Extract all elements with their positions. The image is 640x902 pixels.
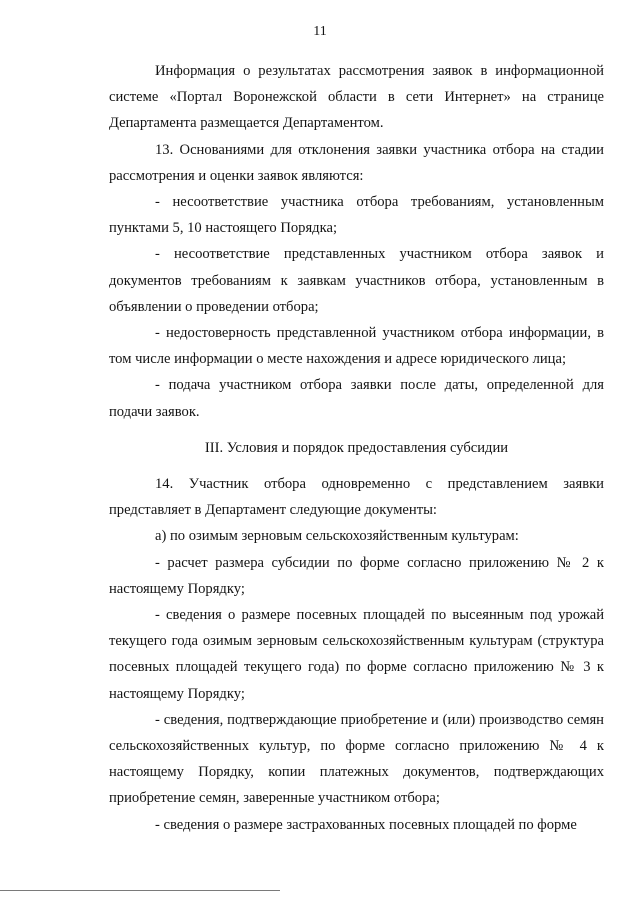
bottom-divider xyxy=(0,890,280,891)
list-item-inaccurate-information: - недостоверность представленной участником отбора информации, в том числе информации о месте нахождения и адресе юридического лица; xyxy=(109,325,604,368)
list-item-seed-purchase-info: - сведения, подтверждающие приобретение и (или) производство семян сельскохозяйственных культур, по форме согласно приложению № 4 к настоящему Порядку, копии платежных документов, подтверждающих приобретение семян, заверенные участником отбора; xyxy=(109,711,604,807)
paragraph-info-publication: Информация о результатах рассмотрения заявок в информационной системе «Портал Воронежской области в сети Интернет» на странице Департамента размещается Департаментом. xyxy=(109,63,604,132)
list-item-noncompliance-participant: - несоответствие участника отбора требованиям, установленным пунктами 5, 10 настоящего Порядка; xyxy=(109,194,604,237)
paragraph-13-grounds-for-rejection: 13. Основаниями для отклонения заявки участника отбора на стадии рассмотрения и оценки заявок являются: xyxy=(109,141,604,184)
paragraph-14-required-documents: 14. Участник отбора одновременно с представлением заявки представляет в Департамент следующие документы: xyxy=(109,476,604,519)
list-item-late-submission: - подача участником отбора заявки после даты, определенной для подачи заявок. xyxy=(109,377,604,420)
list-item-insured-area-info: - сведения о размере застрахованных посевных площадей по форме xyxy=(155,816,577,833)
paragraph-winter-grain-crops: а) по озимым зерновым сельскохозяйственным культурам: xyxy=(155,528,519,545)
page-number: 11 xyxy=(313,24,327,39)
list-item-sown-area-info: - сведения о размере посевных площадей по высеянным под урожай текущего года озимым зерновым сельскохозяйственным культурам (структура посевных площадей текущего года) по форме согласно приложению № 3 к настоящему Порядку; xyxy=(109,607,604,702)
section-heading: III. Условия и порядок предоставления субсидии xyxy=(204,439,509,456)
document-body xyxy=(109,58,604,838)
list-item-subsidy-calculation: - расчет размера субсидии по форме согласно приложению № 2 к настоящему Порядку; xyxy=(109,554,604,597)
list-item-noncompliance-documents: - несоответствие представленных участником отбора заявок и документов требованиям к заявкам участников отбора, установленным в объявлении о проведении отбора; xyxy=(109,246,604,315)
